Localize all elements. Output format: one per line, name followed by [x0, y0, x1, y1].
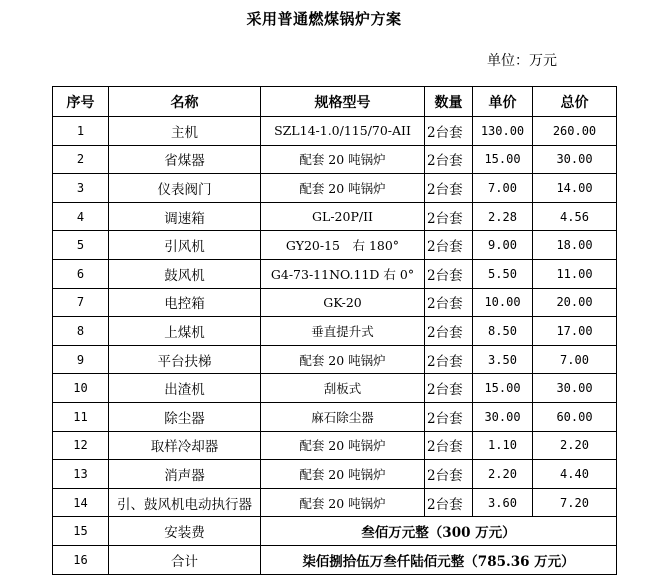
cell-name: 平台扶梯: [109, 345, 261, 374]
cell-no: 1: [53, 117, 109, 146]
cell-qty: 2台套: [425, 488, 473, 517]
sum-row: [53, 545, 617, 574]
cell-name: 消声器: [109, 460, 261, 489]
cell-name: 出渣机: [109, 374, 261, 403]
cell-no: 12: [53, 431, 109, 460]
header-spec: 规格型号: [261, 87, 425, 117]
header-no: 序号: [53, 87, 109, 117]
header-price: 单价: [473, 87, 533, 117]
table-row: [53, 145, 617, 174]
cell-total: 60.00: [533, 402, 617, 431]
cell-spec: 配套 20 吨锅炉: [261, 345, 425, 374]
cell-price: 130.00: [473, 117, 533, 146]
cell-no: 2: [53, 145, 109, 174]
cell-total: 260.00: [533, 117, 617, 146]
cell-no: 7: [53, 288, 109, 317]
cell-name: 电控箱: [109, 288, 261, 317]
table-row: [53, 202, 617, 231]
cell-total: 18.00: [533, 231, 617, 260]
table-row: [53, 288, 617, 317]
cell-spec: 配套 20 吨锅炉: [261, 460, 425, 489]
unit-label: 单位：万元: [487, 53, 557, 69]
cell-qty: 2台套: [425, 231, 473, 260]
table-row: [53, 488, 617, 517]
table-row: [53, 231, 617, 260]
table-row: [53, 460, 617, 489]
cell-spec: SZL14-1.0/115/70-AII: [261, 117, 425, 146]
cell-qty: 2台套: [425, 460, 473, 489]
cell-qty: 2台套: [425, 317, 473, 346]
cell-name: 省煤器: [109, 145, 261, 174]
cell-no: 3: [53, 174, 109, 203]
cell-name: 合计: [109, 545, 261, 574]
cell-qty: 2台套: [425, 145, 473, 174]
header-qty: 数量: [425, 87, 473, 117]
cell-total: 4.40: [533, 460, 617, 489]
cell-qty: 2台套: [425, 117, 473, 146]
cell-price: 3.60: [473, 488, 533, 517]
cell-no: 14: [53, 488, 109, 517]
cell-no: 11: [53, 402, 109, 431]
cell-no: 6: [53, 259, 109, 288]
cell-no: 9: [53, 345, 109, 374]
header-total: 总价: [533, 87, 617, 117]
cell-no: 10: [53, 374, 109, 403]
table-row: [53, 317, 617, 346]
table-row: [53, 259, 617, 288]
install-row: [53, 517, 617, 546]
cell-price: 30.00: [473, 402, 533, 431]
cell-price: 9.00: [473, 231, 533, 260]
cell-price: 2.28: [473, 202, 533, 231]
equipment-table: [52, 86, 617, 575]
cell-no: 5: [53, 231, 109, 260]
cell-name: 上煤机: [109, 317, 261, 346]
cell-name: 安装费: [109, 517, 261, 546]
cell-total: 2.20: [533, 431, 617, 460]
cell-spec: G4-73-11NO.11D 右 0°: [261, 259, 425, 288]
cell-name: 仪表阀门: [109, 174, 261, 203]
cell-qty: 2台套: [425, 288, 473, 317]
table-row: [53, 374, 617, 403]
table-row: [53, 431, 617, 460]
table-row: [53, 402, 617, 431]
cell-qty: 2台套: [425, 345, 473, 374]
cell-spec: 配套 20 吨锅炉: [261, 174, 425, 203]
cell-qty: 2台套: [425, 202, 473, 231]
cell-qty: 2台套: [425, 402, 473, 431]
cell-total: 17.00: [533, 317, 617, 346]
cell-total: 30.00: [533, 374, 617, 403]
cell-price: 8.50: [473, 317, 533, 346]
cell-total: 7.00: [533, 345, 617, 374]
cell-spec: GK-20: [261, 288, 425, 317]
cell-name: 鼓风机: [109, 259, 261, 288]
cell-no: 15: [53, 517, 109, 546]
cell-qty: 2台套: [425, 431, 473, 460]
cell-spec: 麻石除尘器: [261, 402, 425, 431]
install-amount: 叁佰万元整（300 万元）: [261, 517, 617, 546]
cell-price: 1.10: [473, 431, 533, 460]
cell-qty: 2台套: [425, 259, 473, 288]
cell-name: 引风机: [109, 231, 261, 260]
table-row: [53, 345, 617, 374]
cell-total: 14.00: [533, 174, 617, 203]
cell-name: 取样冷却器: [109, 431, 261, 460]
cell-name: 除尘器: [109, 402, 261, 431]
cell-spec: GY20-15 右 180°: [261, 231, 425, 260]
cell-total: 7.20: [533, 488, 617, 517]
cell-no: 8: [53, 317, 109, 346]
cell-total: 20.00: [533, 288, 617, 317]
cell-spec: 刮板式: [261, 374, 425, 403]
document-title: 采用普通燃煤锅炉方案: [246, 10, 402, 28]
cell-spec: 配套 20 吨锅炉: [261, 488, 425, 517]
cell-total: 11.00: [533, 259, 617, 288]
cell-name: 引、鼓风机电动执行器: [109, 488, 261, 517]
cell-price: 3.50: [473, 345, 533, 374]
cell-spec: GL-20P/II: [261, 202, 425, 231]
total-amount: 柒佰捌拾伍万叁仟陆佰元整（785.36 万元）: [261, 545, 617, 574]
table-header-row: [53, 87, 617, 117]
cell-price: 7.00: [473, 174, 533, 203]
cell-price: 10.00: [473, 288, 533, 317]
header-name: 名称: [109, 87, 261, 117]
cell-no: 4: [53, 202, 109, 231]
cell-total: 30.00: [533, 145, 617, 174]
cell-name: 主机: [109, 117, 261, 146]
cell-name: 调速箱: [109, 202, 261, 231]
cell-price: 5.50: [473, 259, 533, 288]
cell-spec: 垂直提升式: [261, 317, 425, 346]
cell-spec: 配套 20 吨锅炉: [261, 145, 425, 174]
cell-qty: 2台套: [425, 174, 473, 203]
table-row: [53, 117, 617, 146]
cell-price: 15.00: [473, 145, 533, 174]
cell-no: 16: [53, 545, 109, 574]
cell-total: 4.56: [533, 202, 617, 231]
cell-price: 2.20: [473, 460, 533, 489]
cell-spec: 配套 20 吨锅炉: [261, 431, 425, 460]
table-row: [53, 174, 617, 203]
cell-no: 13: [53, 460, 109, 489]
cell-qty: 2台套: [425, 374, 473, 403]
cell-price: 15.00: [473, 374, 533, 403]
